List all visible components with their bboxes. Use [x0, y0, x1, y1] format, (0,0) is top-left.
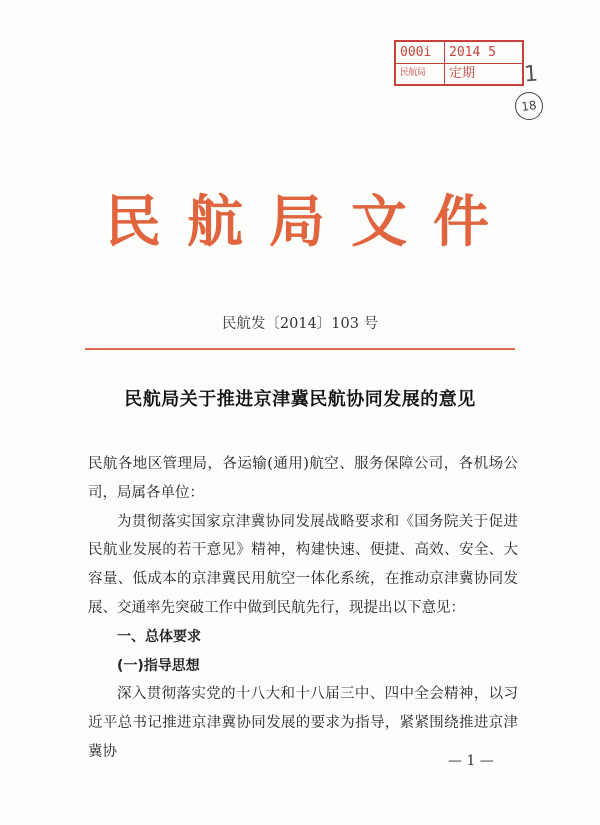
document-number: 民航发〔2014〕103 号 [221, 316, 379, 332]
subsection-heading: (一)指导思想 [117, 657, 200, 674]
red-divider-line [85, 348, 515, 350]
handwritten-mark: 1 [523, 61, 539, 88]
addressee: 民航各地区管理局，各运输(通用)航空、服务保障公司，各机场公司，局属各单位： [88, 456, 518, 501]
stamp-serial: 000i [396, 42, 445, 63]
stamp-term: 定期 [449, 66, 476, 81]
handwritten-circled-number: 18 [513, 90, 545, 122]
section-heading: 一、总体要求 [117, 628, 201, 645]
receipt-stamp [394, 40, 524, 86]
document-masthead: 民航局文件 [105, 190, 515, 255]
stamp-date: 2014 5 [449, 45, 496, 60]
stamp-org: 民航局 [396, 63, 445, 84]
intro-paragraph: 为贯彻落实国家京津冀协同发展战略要求和《国务院关于促进民航业发展的若干意见》精神，构建快速、便捷、高效、安全、大容量、低成本的京津冀民用航空一体化系统，在推动京津冀协同发展、交通率先突破工作中做到民航先行，现提出以下意见： [88, 513, 518, 616]
body-paragraph: 深入贯彻落实党的十八大和十八届三中、四中全会精神，以习近平总书记推进京津冀协同发展的要求为指导，紧紧围绕推进京津冀协 [88, 686, 518, 760]
page-number: — 1 — [448, 753, 494, 769]
document-body [88, 450, 518, 767]
document-title: 民航局关于推进京津冀民航协同发展的意见 [124, 389, 476, 410]
